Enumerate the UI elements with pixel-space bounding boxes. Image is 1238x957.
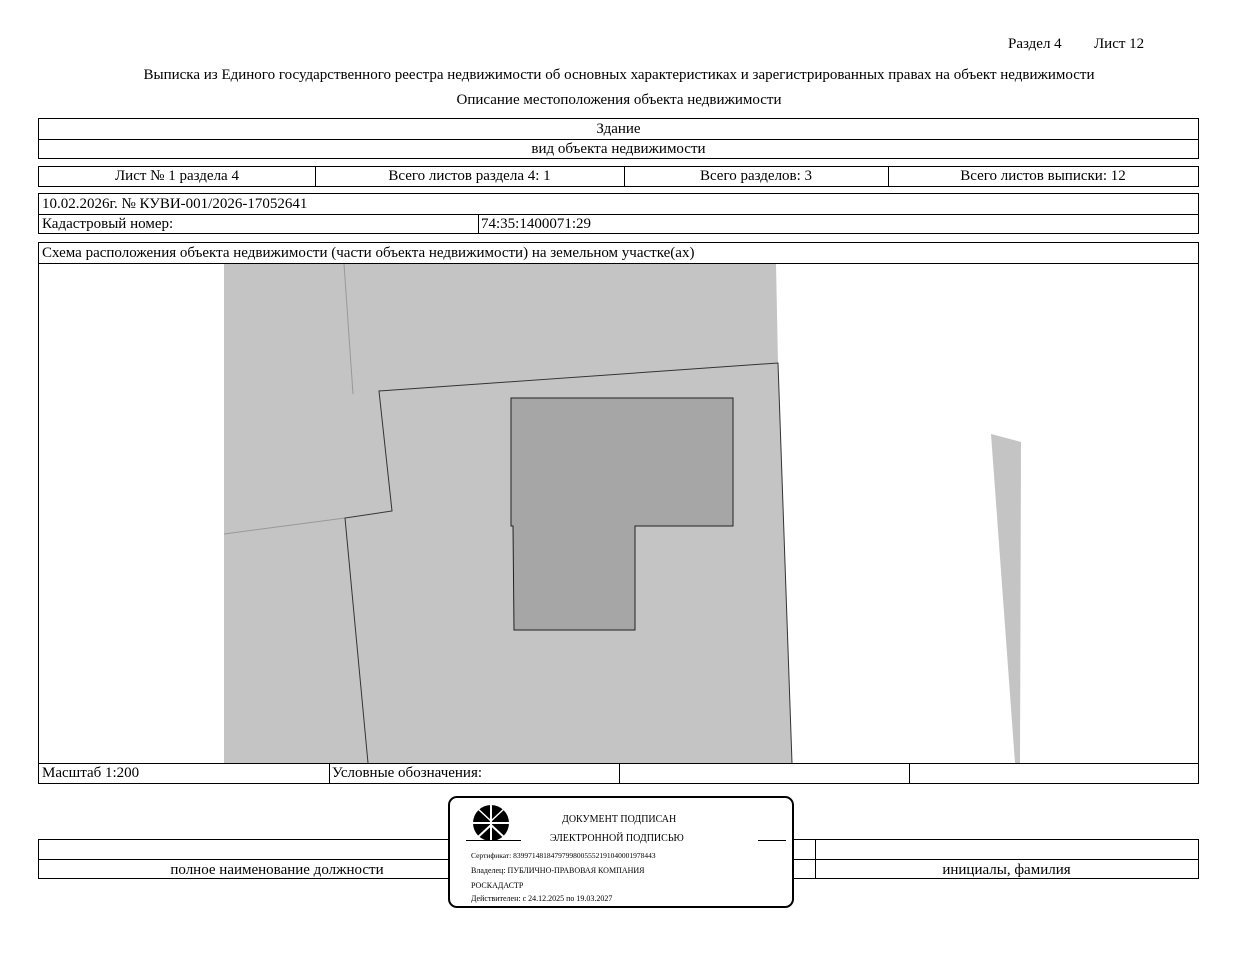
scale-label: Масштаб 1:200 xyxy=(42,764,140,781)
legend-label: Условные обозначения: xyxy=(332,764,483,781)
sheet-number: Лист 12 xyxy=(1094,36,1145,52)
total-sections: Всего разделов: 3 xyxy=(699,168,813,184)
electronic-signature-stamp xyxy=(448,796,794,908)
position-label: полное наименование должности xyxy=(170,861,384,878)
document-title: Выписка из Единого государственного реестра недвижимости об основных характеристиках и зарегистрированных правах на объект недвижимости xyxy=(143,67,1095,83)
stamp-owner-line-1: Владелец: ПУБЛИЧНО-ПРАВОВАЯ КОМПАНИЯ xyxy=(471,866,645,875)
object-type-box xyxy=(38,118,1199,159)
scheme-title: Схема расположения объекта недвижимости (части объекта недвижимости) на земельном участке(ах) xyxy=(42,244,695,261)
section-number: Раздел 4 xyxy=(1008,36,1062,52)
object-type-label: вид объекта недвижимости xyxy=(531,140,706,157)
stamp-line-2: ЭЛЕКТРОННОЙ ПОДПИСЬЮ xyxy=(550,833,684,844)
document-subtitle: Описание местоположения объекта недвижимости xyxy=(456,92,782,108)
parcel-sliver xyxy=(991,434,1021,763)
name-label: инициалы, фамилия xyxy=(942,861,1071,878)
sheets-row xyxy=(38,166,1199,187)
object-type: Здание xyxy=(596,120,641,137)
sheet-of-section: Лист № 1 раздела 4 xyxy=(115,168,239,184)
cadastral-label: Кадастровый номер: xyxy=(42,215,174,232)
stamp-validity: Действителен: с 24.12.2025 по 19.03.2027 xyxy=(471,894,613,903)
document-info-box xyxy=(38,193,1199,234)
total-sheets-section: Всего листов раздела 4: 1 xyxy=(388,168,551,184)
scheme-box xyxy=(38,242,1199,784)
parcel-scheme xyxy=(39,264,1198,764)
stamp-owner-line-2: РОСКАДАСТР xyxy=(471,881,524,890)
total-sheets-extract: Всего листов выписки: 12 xyxy=(960,168,1126,184)
stamp-certificate: Сертификат: 8399714818479799800555219104000197844З xyxy=(471,851,656,860)
stamp-line-1: ДОКУМЕНТ ПОДПИСАН xyxy=(562,814,677,825)
rosreestr-emblem-icon xyxy=(472,804,510,842)
date-and-number: 10.02.2026г. № КУВИ-001/2026-17052641 xyxy=(42,195,308,212)
cadastral-number: 74:35:1400071:29 xyxy=(481,215,592,232)
